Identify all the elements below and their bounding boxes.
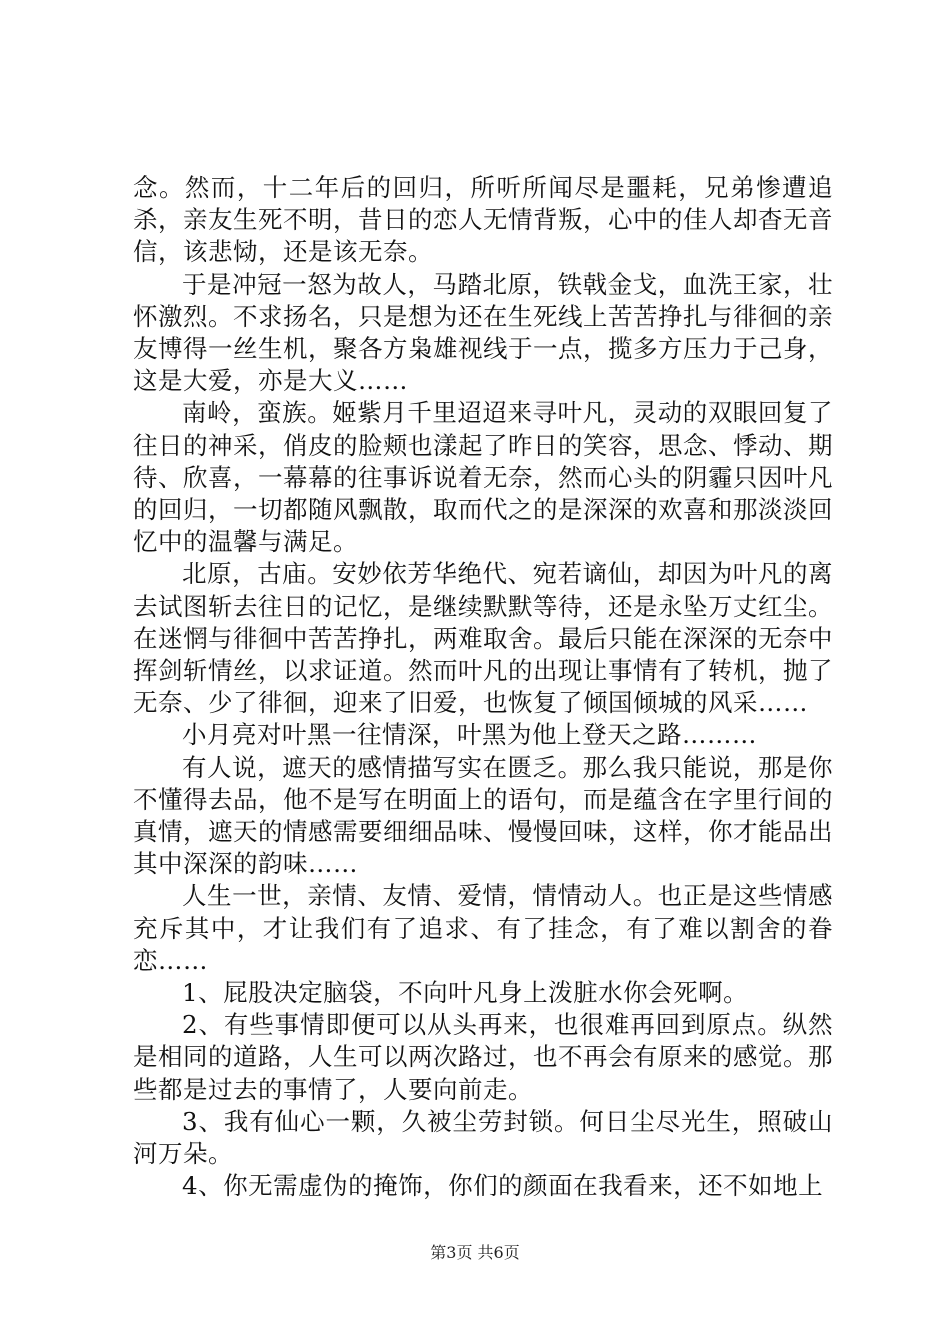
paragraph-6: 有人说，遮天的感情描写实在匮乏。那么我只能说，那是你不懂得去品，他不是写在明面上的语句，而是蕴含在字里行间的真情，遮天的情感需要细细品味、慢慢回味，这样，你才能品出其中深深的韵味…… [133,752,833,879]
paragraph-3: 南岭，蛮族。姬紫月千里迢迢来寻叶凡，灵动的双眼回复了往日的神采，俏皮的脸颊也漾起了昨日的笑容，思念、悸动、期待、欣喜，一幕幕的往事诉说着无奈，然而心头的阴霾只因叶凡的回归，一切都随风飘散，取而代之的是深深的欢喜和那淡淡回忆中的温馨与满足。 [133,398,833,557]
paragraph-2: 于是冲冠一怒为故人，马踏北原，铁戟金戈，血洗王家，壮怀激烈。不求扬名，只是想为还在生死线上苦苦挣扎与徘徊的亲友博得一丝生机，聚各方枭雄视线于一点，揽多方压力于己身，这是大爱，亦是大义…… [133,269,833,396]
paragraph-4: 北原，古庙。安妙依芳华绝代、宛若谪仙，却因为叶凡的离去试图斩去往日的记忆，是继续默默等待，还是永坠万丈红尘。在迷惘与徘徊中苦苦挣扎，两难取舍。最后只能在深深的无奈中挥剑斩情丝，以求证道。然而叶凡的出现让事情有了转机，抛了无奈、少了徘徊，迎来了旧爱，也恢复了倾国倾城的风采…… [133,559,833,718]
quote-item-2: 2、有些事情即便可以从头再来，也很难再回到原点。纵然是相同的道路，人生可以两次路过，也不再会有原来的感觉。那些都是过去的事情了，人要向前走。 [133,1010,833,1104]
quote-item-4: 4、你无需虚伪的掩饰，你们的颜面在我看来，还不如地上 [182,1171,824,1201]
document-body [133,172,833,1203]
quote-item-3: 3、我有仙心一颗，久被尘劳封锁。何日尘尽光生，照破山河万朵。 [133,1106,833,1169]
page-footer: 第3页 共6页 [430,1243,520,1262]
paragraph-5: 小月亮对叶黑一往情深，叶黑为他上登天之路……… [182,720,757,750]
paragraph-7: 人生一世，亲情、友情、爱情，情情动人。也正是这些情感充斥其中，才让我们有了追求、有了挂念，有了难以割舍的眷恋…… [133,881,833,975]
paragraph-1: 念。然而，十二年后的回归，所听所闻尽是噩耗，兄弟惨遭追杀，亲友生死不明，昔日的恋人无情背叛，心中的佳人却杳无音信，该悲恸，还是该无奈。 [133,173,833,267]
quote-item-1: 1、屁股决定脑袋，不向叶凡身上泼脏水你会死啊。 [182,978,749,1008]
